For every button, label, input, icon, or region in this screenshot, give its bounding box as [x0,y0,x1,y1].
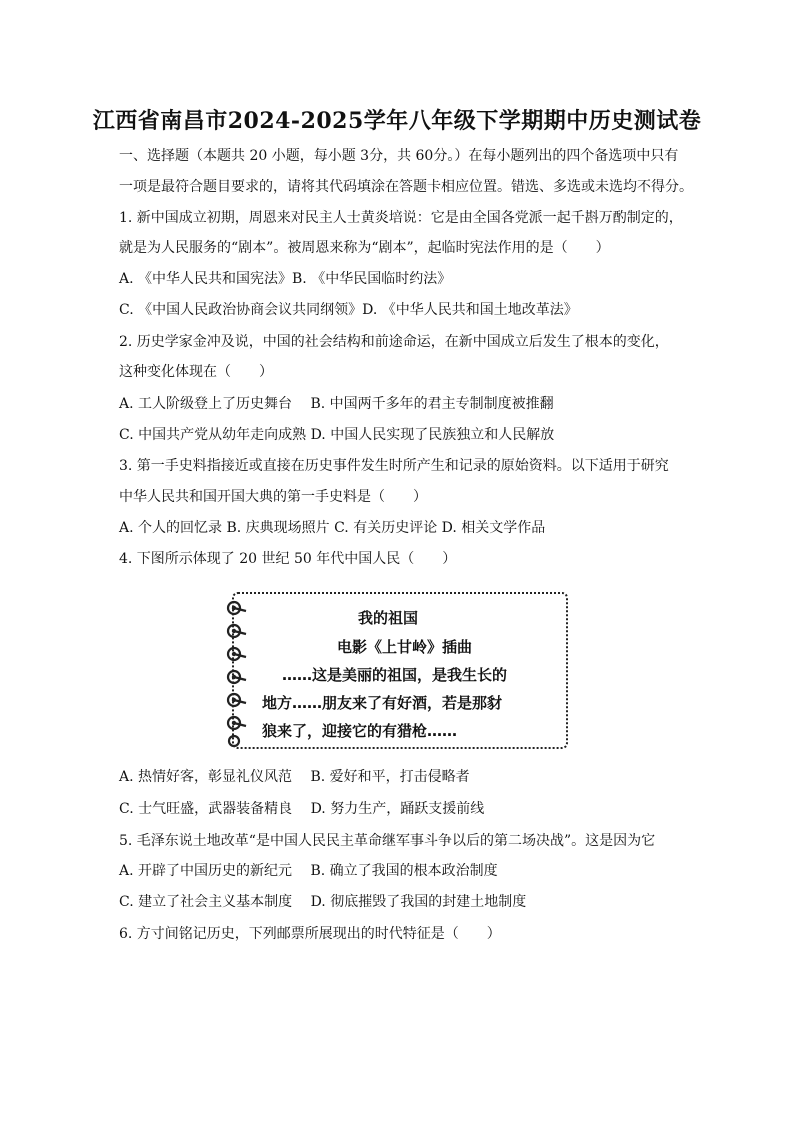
question-5-option-line-2: C. 建立了社会主义基本制度 D. 彻底摧毁了我国的封建土地制度 [119,894,527,910]
question-3-option-line-1: A. 个人的回忆录 B. 庆典现场照片 C. 有关历史评论 D. 相关文学作品 [119,520,546,536]
poem-line-3: 狼来了，迎接它的有猎枪…… [262,722,458,740]
question-2-option-line-1: A. 工人阶级登上了历史舞台 B. 中国两千多年的君主专制制度被推翻 [119,396,554,412]
question-6-stem-line-1: 6. 方寸间铭记历史，下列邮票所展现出的时代特征是（ ） [119,926,501,942]
question-2-option-line-2: C. 中国共产党从幼年走向成熟 D. 中国人民实现了民族独立和人民解放 [119,427,555,443]
question-1-option-line-2: C. 《中国人民政治协商会议共同纲领》D. 《中华人民共和国土地改革法》 [119,302,578,318]
question-1-stem-line-2: 就是为人民服务的“剧本”。被周恩来称为“剧本”，起临时宪法作用的是（ ） [119,240,610,256]
question-2-stem-line-1: 2. 历史学家金冲及说，中国的社会结构和前途命运，在新中国成立后发生了根本的变化， [119,334,669,350]
page-title: 江西省南昌市2024-2025学年八年级下学期期中历史测试卷 [92,108,702,134]
question-1-stem-line-1: 1. 新中国成立初期，周恩来对民主人士黄炎培说：它是由全国各党派一起千斟万酌制定的， [119,210,683,226]
poem-line-1: ……这是美丽的祖国，是我生长的 [282,666,508,684]
question-4-option-line-1: A. 热情好客，彰显礼仪风范 B. 爱好和平，打击侵略者 [119,769,470,785]
question-4-stem-line-1: 4. 下图所示体现了 20 世纪 50 年代中国人民（ ） [119,551,457,567]
poem-line-2: 地方……朋友来了有好酒，若是那豺 [262,694,503,712]
notebook-spiral-icon [222,598,252,748]
poem-title: 我的祖国 [358,609,419,627]
section-instructions-line-1: 一、选择题（本题共 20 小题，每小题 3分，共 60分。）在每小题列出的四个备选项中只有 [119,148,679,164]
question-3-stem-line-1: 3. 第一手史料指接近或直接在历史事件发生时所产生和记录的原始资料。以下适用于研究 [119,458,669,474]
question-1-option-line-1: A. 《中华人民共和国宪法》B. 《中华民国临时约法》 [119,271,452,287]
section-instructions-line-2: 一项是最符合题目要求的，请将其代码填涂在答题卡相应位置。错选、多选或未选均不得分。 [119,179,693,195]
question-5-stem-line-1: 5. 毛泽东说土地改革“是中国人民民主革命继军事斗争以后的第二场决战”。这是因为它 [119,833,656,849]
question-2-stem-line-2: 这种变化体现在（ ） [119,364,273,380]
question-5-option-line-1: A. 开辟了中国历史的新纪元 B. 确立了我国的根本政治制度 [119,863,498,879]
question-3-stem-line-2: 中华人民共和国开国大典的第一手史料是（ ） [119,489,427,505]
poem-subtitle: 电影《上甘岭》插曲 [337,638,473,656]
question-4-option-line-2: C. 士气旺盛，武器装备精良 D. 努力生产，踊跃支援前线 [119,801,485,817]
